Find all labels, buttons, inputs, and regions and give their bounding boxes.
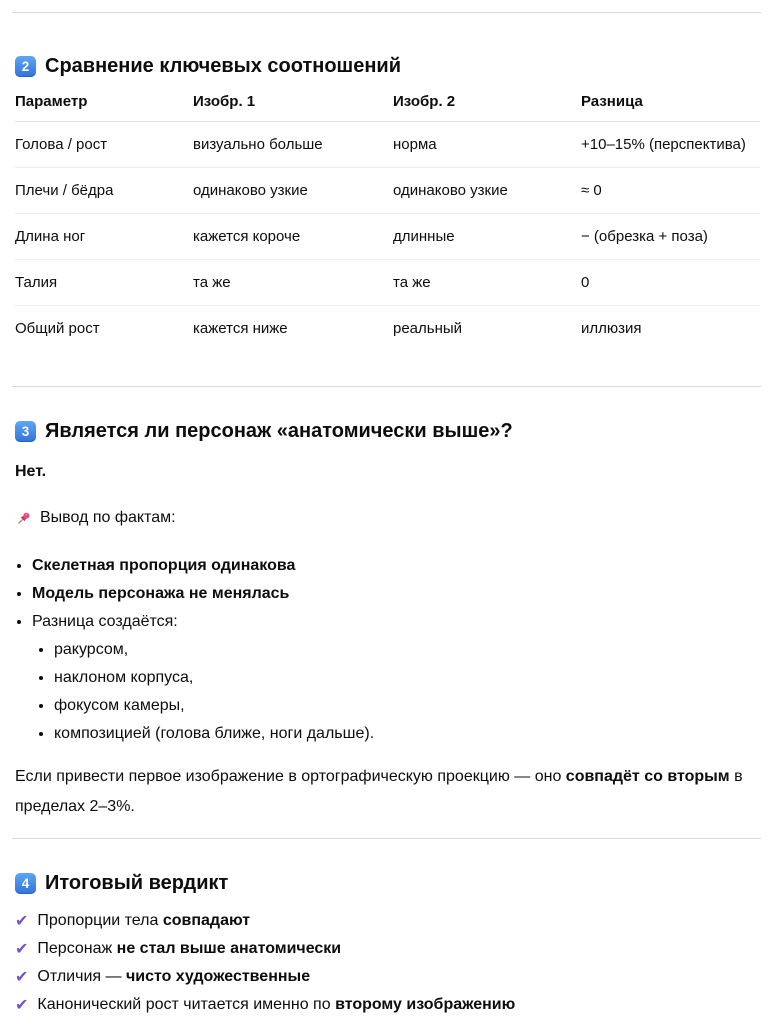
- section-title: Сравнение ключевых соотношений: [45, 55, 402, 77]
- facts-list: [15, 552, 760, 748]
- checkmark-icon: ✔: [15, 967, 29, 986]
- conclusion-label-row: [15, 508, 760, 528]
- verdict-item: ✔ Пропорции тела совпадают: [15, 907, 760, 935]
- table-cell: реальный: [393, 320, 463, 337]
- table-header-row: [15, 92, 760, 122]
- section-verdict-heading: [15, 870, 760, 897]
- section-title: Является ли персонаж «анатомически выше»?: [45, 420, 513, 442]
- comparison-table: [15, 92, 760, 351]
- table-row: [15, 260, 760, 306]
- keycap-digit-icon: 2: [15, 56, 36, 77]
- horizontal-divider: [12, 12, 761, 13]
- verdict-item: ✔ Отличия — чисто художественные: [15, 963, 760, 991]
- table-row: [15, 168, 760, 214]
- verdict-list: [15, 907, 760, 1019]
- list-item: • Модель персонажа не менялась: [32, 580, 760, 608]
- list-item: • Разница создаётся: • ракурсом, • наклоном корпуса, • фокусом камеры, • композицией (голова ближе, ноги дальше).: [32, 608, 760, 748]
- table-cell: Талия: [15, 260, 193, 306]
- table-cell: одинаково узкие: [393, 168, 581, 214]
- verdict-item: ✔ Канонический рост читается именно по второму изображению: [15, 991, 760, 1019]
- section-anatomy: [15, 418, 760, 822]
- section-anatomy-heading: [15, 418, 760, 445]
- causes-list: [32, 636, 760, 748]
- answer-text: Нет.: [15, 463, 47, 480]
- list-item: • композицией (голова ближе, ноги дальше).: [54, 720, 760, 748]
- section-verdict: [15, 870, 760, 1019]
- column-header: Изобр. 1: [193, 92, 393, 122]
- list-item: • ракурсом,: [54, 636, 760, 664]
- table-cell: ≈ 0: [581, 168, 760, 214]
- section-comparison-heading: [15, 53, 760, 80]
- table-cell: иллюзия: [581, 320, 642, 337]
- table-cell: та же: [193, 260, 393, 306]
- table-cell: кажется ниже: [193, 320, 288, 337]
- keycap-digit-icon: 4: [15, 873, 36, 894]
- checkmark-icon: ✔: [15, 995, 29, 1014]
- table-row: [15, 122, 760, 168]
- list-item: • фокусом камеры,: [54, 692, 760, 720]
- table-cell: Общий рост: [15, 320, 100, 337]
- table-cell: Длина ног: [15, 214, 193, 260]
- table-cell: одинаково узкие: [193, 168, 393, 214]
- horizontal-divider: [12, 386, 761, 387]
- section-title: Итоговый вердикт: [45, 872, 229, 894]
- table-cell: та же: [393, 260, 581, 306]
- table-cell: кажется короче: [193, 214, 393, 260]
- table-row: [15, 306, 760, 352]
- column-header: Изобр. 2: [393, 92, 581, 122]
- horizontal-divider: [12, 838, 761, 839]
- pushpin-icon: [15, 510, 32, 527]
- checkmark-icon: ✔: [15, 911, 29, 930]
- table-cell: 0: [581, 260, 760, 306]
- table-row: [15, 214, 760, 260]
- closing-paragraph: Если привести первое изображение в ортографическую проекцию — оно совпадёт со вторым в пределах 2–3%.: [15, 768, 743, 815]
- table-cell: норма: [393, 122, 581, 168]
- document: [0, 12, 775, 1019]
- table-cell: Плечи / бёдра: [15, 168, 193, 214]
- keycap-digit-icon: 3: [15, 421, 36, 442]
- table-cell: − (обрезка + поза): [581, 214, 760, 260]
- section-comparison: [15, 53, 760, 351]
- list-item: • наклоном корпуса,: [54, 664, 760, 692]
- conclusion-label: Вывод по фактам:: [40, 509, 176, 526]
- checkmark-icon: ✔: [15, 939, 29, 958]
- table-cell: визуально больше: [193, 122, 393, 168]
- list-item: • Скелетная пропорция одинакова: [32, 552, 760, 580]
- table-cell: +10–15% (перспектива): [581, 122, 760, 168]
- verdict-item: ✔ Персонаж не стал выше анатомически: [15, 935, 760, 963]
- column-header: Параметр: [15, 92, 193, 122]
- table-cell: Голова / рост: [15, 122, 193, 168]
- table-cell: длинные: [393, 214, 581, 260]
- column-header: Разница: [581, 92, 760, 122]
